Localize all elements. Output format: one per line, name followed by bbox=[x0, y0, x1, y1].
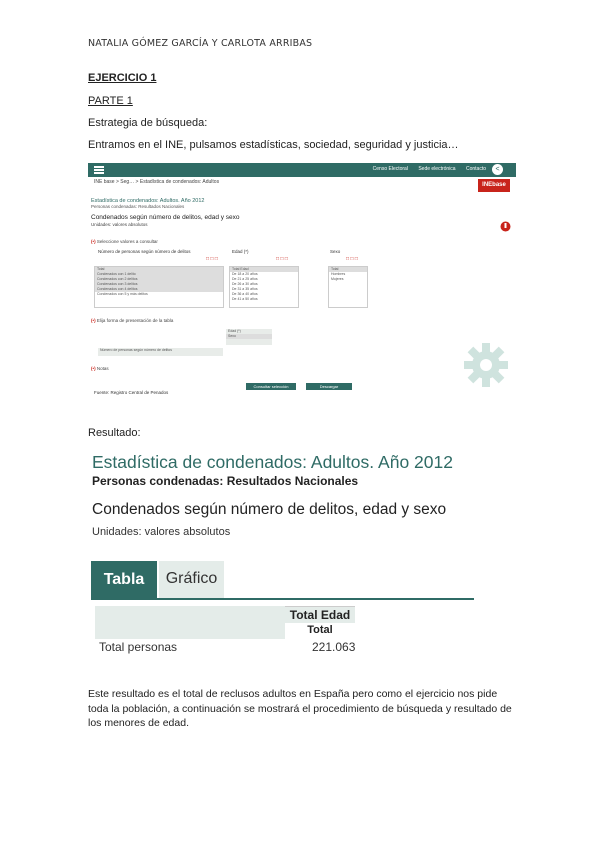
ine-top-bar bbox=[88, 163, 516, 177]
section-label: Elija forma de presentación de la tabla bbox=[96, 318, 174, 323]
result-label: Resultado: bbox=[88, 427, 141, 439]
screenshot-heading: Condenados según número de delitos, edad y sexo bbox=[91, 214, 240, 221]
table-col-subheader: Total bbox=[307, 624, 333, 636]
result-subtitle: Personas condenadas: Resultados Nacionales bbox=[92, 474, 359, 488]
list-item[interactable]: Hombres bbox=[331, 272, 346, 276]
layout-item[interactable]: Edad (*) bbox=[228, 329, 241, 333]
list-item[interactable]: Condenados con 2 delitos bbox=[95, 277, 223, 282]
list-item[interactable]: Condenados con 5 y más delitos bbox=[97, 292, 148, 296]
screenshot-subtitle: Personas condenadas: Resultados Nacionales bbox=[91, 204, 185, 209]
part-title: PARTE 1 bbox=[88, 95, 133, 107]
select-controls[interactable]: □ □ □ bbox=[276, 256, 288, 262]
layout-top-area[interactable] bbox=[226, 329, 272, 345]
ine-top-links bbox=[364, 166, 486, 172]
table-row-label: Total personas bbox=[99, 640, 178, 654]
section-notes: (•) Notas bbox=[91, 366, 109, 371]
listbox-sexo[interactable] bbox=[328, 266, 368, 308]
section-select-values: (•) Seleccione valores a consultar bbox=[91, 239, 158, 244]
screenshot-footer: Fuente: Registro Central de Penados bbox=[94, 390, 169, 395]
list-item[interactable]: Condenados con 3 delitos bbox=[95, 282, 223, 287]
select-controls[interactable]: □ □ □ bbox=[346, 256, 358, 262]
download-button[interactable]: Descargar bbox=[306, 383, 352, 390]
list-item[interactable]: De 41 a 50 años bbox=[232, 297, 258, 301]
intro-text: Entramos en el INE, pulsamos estadísticas, sociedad, seguridad y justicia… bbox=[88, 139, 459, 151]
list-item[interactable]: Condenados con 1 delito bbox=[95, 272, 223, 277]
list-item[interactable]: Total bbox=[95, 267, 223, 272]
column-label-edad: Edad (*) bbox=[232, 249, 249, 254]
list-item[interactable]: Mujeres bbox=[331, 277, 344, 281]
page-header: NATALIA GÓMEZ GARCÍA Y CARLOTA ARRIBAS bbox=[88, 38, 313, 49]
section-label: Notas bbox=[96, 366, 109, 371]
list-item[interactable]: Condenados con 4 delitos bbox=[95, 287, 223, 292]
top-link[interactable]: Sede electrónica bbox=[418, 166, 456, 172]
list-item[interactable]: De 21 a 25 años bbox=[232, 277, 258, 281]
screenshot-units: Unidades: valores absolutos bbox=[91, 222, 148, 227]
table-col-header: Total Edad bbox=[285, 606, 355, 623]
strategy-label: Estrategia de búsqueda: bbox=[88, 117, 208, 129]
column-label-delitos: Número de personas según número de delitos bbox=[98, 249, 191, 254]
listbox-delitos[interactable] bbox=[94, 266, 224, 308]
result-heading: Condenados según número de delitos, edad y sexo bbox=[92, 501, 447, 518]
list-item[interactable]: De 36 a 40 años bbox=[232, 292, 258, 296]
breadcrumb: INE base > Seg… > Estadística de condenados: Adultos bbox=[94, 179, 220, 185]
exercise-title: EJERCICIO 1 bbox=[88, 72, 157, 84]
list-item[interactable]: De 31 a 35 años bbox=[232, 287, 258, 291]
ine-screenshot bbox=[88, 163, 516, 397]
column-label-sexo: Sexo bbox=[330, 249, 341, 254]
layout-left-area[interactable] bbox=[98, 348, 223, 356]
consult-button[interactable]: Consultar selección bbox=[246, 383, 296, 390]
download-icon[interactable] bbox=[500, 221, 511, 232]
list-item[interactable]: De 26 a 30 años bbox=[232, 282, 258, 286]
list-item[interactable]: Total Edad bbox=[230, 267, 298, 272]
result-tabs bbox=[91, 561, 474, 600]
top-link[interactable]: Censo Electoral bbox=[372, 166, 408, 172]
gear-icon bbox=[462, 341, 510, 389]
table-cell-value: 221.063 bbox=[312, 640, 356, 654]
hamburger-menu-icon[interactable] bbox=[94, 166, 104, 174]
tab-chart[interactable]: Gráfico bbox=[159, 561, 224, 598]
listbox-edad[interactable] bbox=[229, 266, 299, 308]
list-item[interactable]: Total bbox=[329, 267, 367, 272]
list-item[interactable]: De 18 a 20 años bbox=[232, 272, 258, 276]
inebase-logo: INEbase bbox=[478, 179, 510, 192]
share-icon[interactable]: < bbox=[492, 164, 503, 175]
section-label: Seleccione valores a consultar bbox=[96, 239, 158, 244]
result-title: Estadística de condenados: Adultos. Año 2012 bbox=[92, 452, 453, 472]
table-corner bbox=[95, 606, 285, 639]
layout-item[interactable]: Sexo bbox=[226, 334, 272, 339]
tab-table[interactable]: Tabla bbox=[91, 561, 157, 598]
result-units: Unidades: valores absolutos bbox=[92, 526, 231, 538]
screenshot-title: Estadística de condenados: Adultos. Año 2012 bbox=[91, 198, 205, 204]
select-controls[interactable]: □ □ □ bbox=[206, 256, 218, 262]
top-link[interactable]: Contacto bbox=[465, 166, 486, 172]
layout-item[interactable]: Número de personas según número de delitos bbox=[100, 348, 172, 352]
conclusion-paragraph: Este resultado es el total de reclusos adultos en España pero como el ejercicio nos pide toda la población, a continuación se mostrará el procedimiento de búsqueda y resultado de los menores de edad. bbox=[88, 688, 512, 729]
section-layout: (•) Elija forma de presentación de la tabla bbox=[91, 318, 174, 323]
